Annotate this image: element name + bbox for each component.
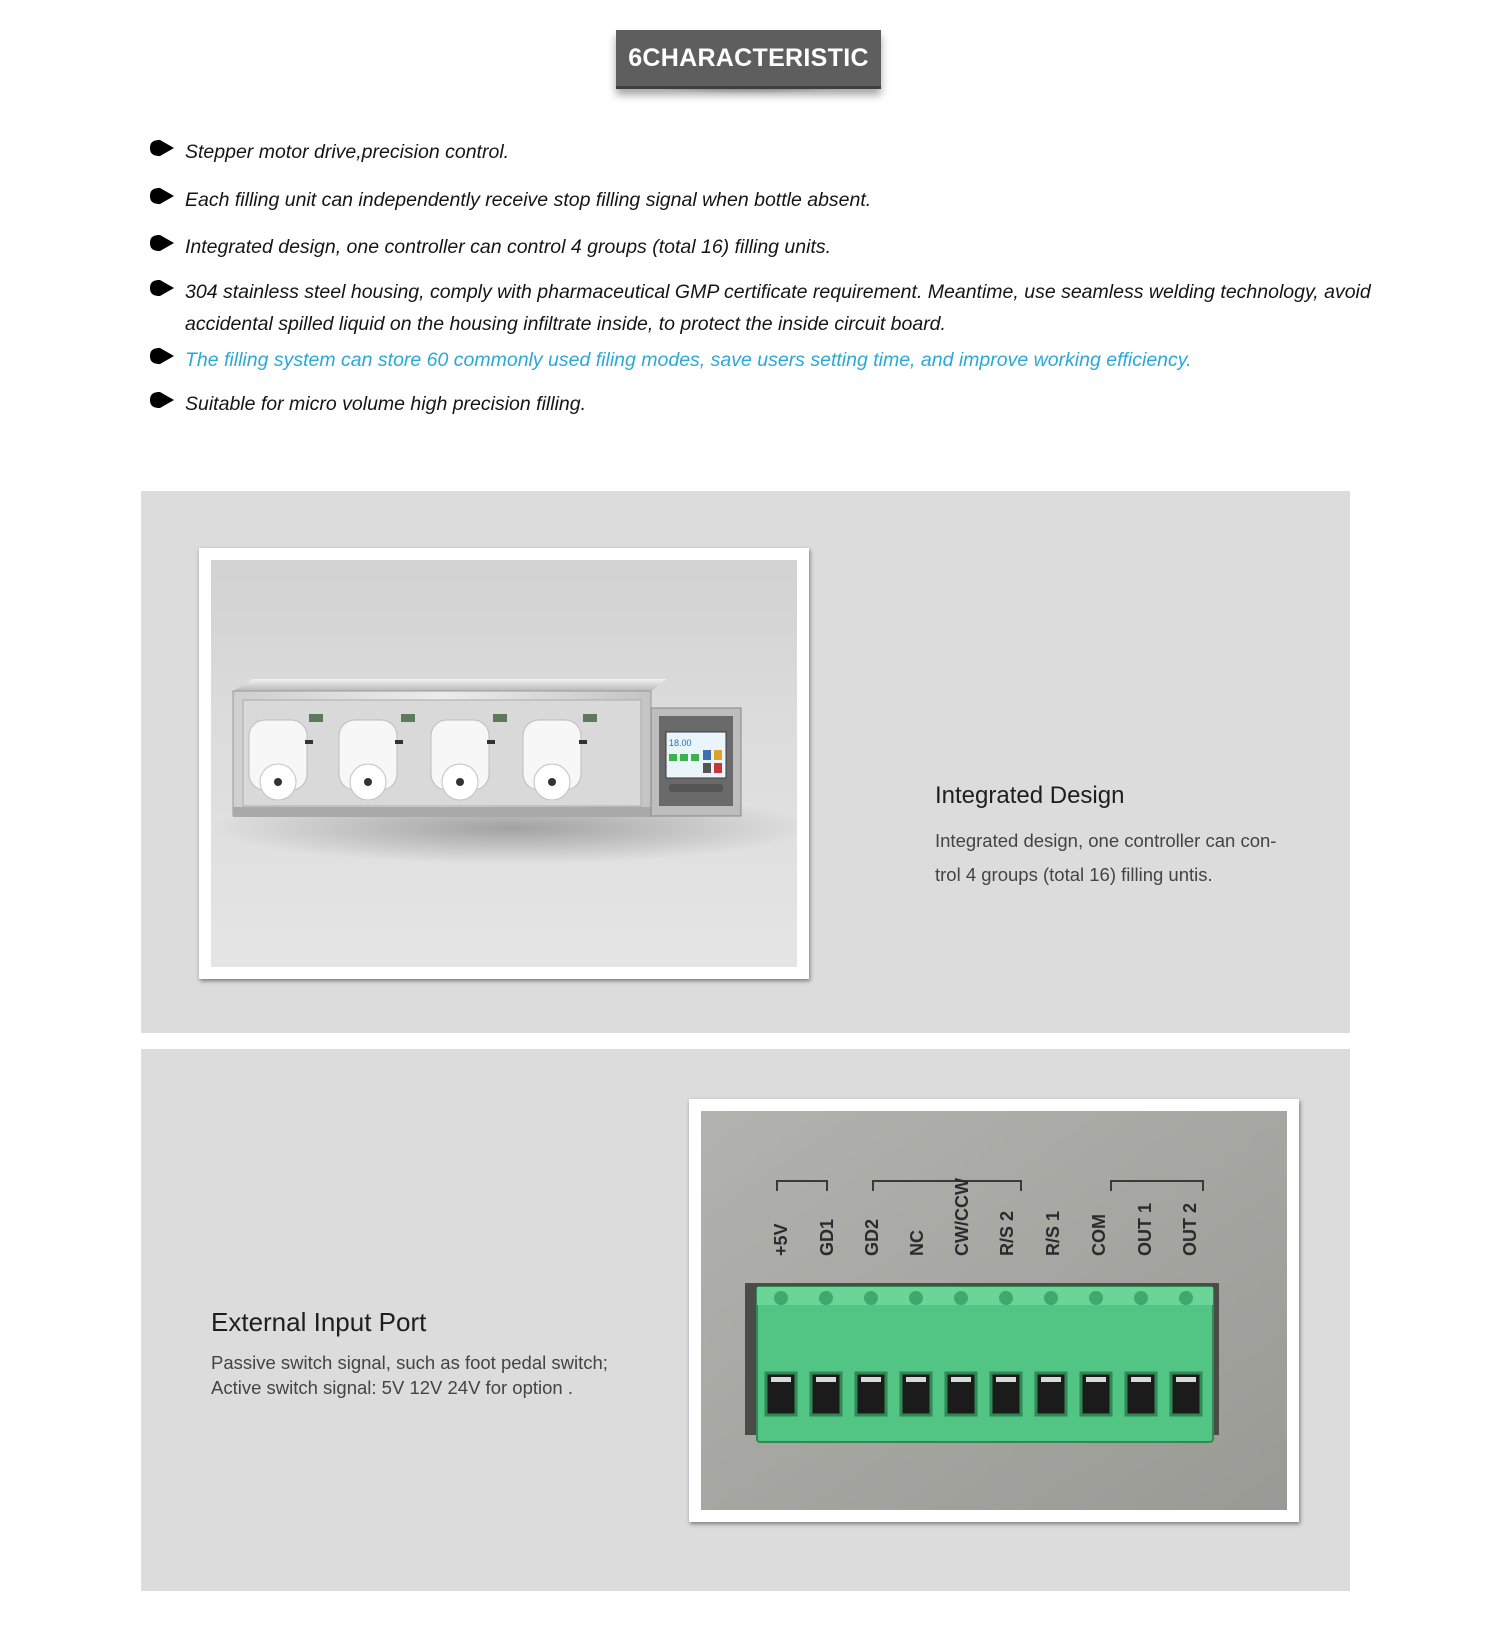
description-line: Integrated design, one controller can con- (935, 830, 1277, 851)
terminal-label: GD1 (817, 1218, 837, 1256)
feature-text: Integrated design, one controller can control 4 groups (total 16) filling units. (185, 236, 832, 258)
terminal-label: CW/CCW (952, 1178, 972, 1256)
description-line: Passive switch signal, such as foot pedal switch; (211, 1352, 608, 1373)
external-input-panel (141, 1049, 1350, 1591)
terminal-label: R/S 1 (1043, 1210, 1063, 1256)
pump-system-illustration (211, 560, 797, 967)
feature-text: The filling system can store 60 commonly used filing modes, save users setting time, and improve working efficiency. (185, 349, 1192, 371)
terminal-photo (701, 1111, 1287, 1510)
product-photo (211, 560, 797, 967)
feature-text: Each filling unit can independently receive stop filling signal when bottle absent. (185, 189, 872, 211)
terminal-photo-frame (689, 1099, 1299, 1522)
description-line: trol 4 groups (total 16) filling untis. (935, 864, 1213, 885)
section-title-banner (616, 30, 881, 102)
product-photo-frame (199, 548, 809, 979)
terminal-label: OUT 1 (1135, 1202, 1155, 1256)
external-input-title: External Input Port (211, 1307, 427, 1337)
controller-screen-time: 18.00 (669, 738, 692, 748)
terminal-label: COM (1089, 1214, 1109, 1256)
bullet-icon (150, 140, 174, 156)
bullet-icon (150, 348, 174, 364)
bullet-icon (150, 392, 174, 408)
feature-text: Suitable for micro volume high precision filling. (185, 393, 587, 415)
terminal-label: +5V (771, 1223, 791, 1256)
terminal-label: NC (907, 1230, 927, 1256)
terminal-label: OUT 2 (1180, 1202, 1200, 1256)
integrated-design-panel (141, 491, 1350, 1033)
description-line: Active switch signal: 5V 12V 24V for option . (211, 1377, 573, 1398)
external-input-description (211, 1350, 651, 1400)
terminal-block-illustration (701, 1111, 1287, 1510)
terminal-label: R/S 2 (997, 1210, 1017, 1256)
terminal-label: GD2 (862, 1218, 882, 1256)
feature-text: Stepper motor drive,precision control. (185, 141, 510, 163)
integrated-design-title: Integrated Design (935, 782, 1125, 809)
integrated-design-description (935, 824, 1317, 892)
feature-text: 304 stainless steel housing, comply with pharmaceutical GMP certificate requirement. Meantime, use seamless welding technology, avoid accidental spilled liquid on the housing infiltrate inside, to protect the inside circuit board. (185, 281, 1371, 335)
bullet-icon (150, 188, 174, 204)
bullet-icon (150, 235, 174, 251)
bullet-icon (150, 280, 174, 296)
controller-unit (651, 708, 741, 816)
section-title: 6CHARACTERISTIC (616, 30, 881, 89)
